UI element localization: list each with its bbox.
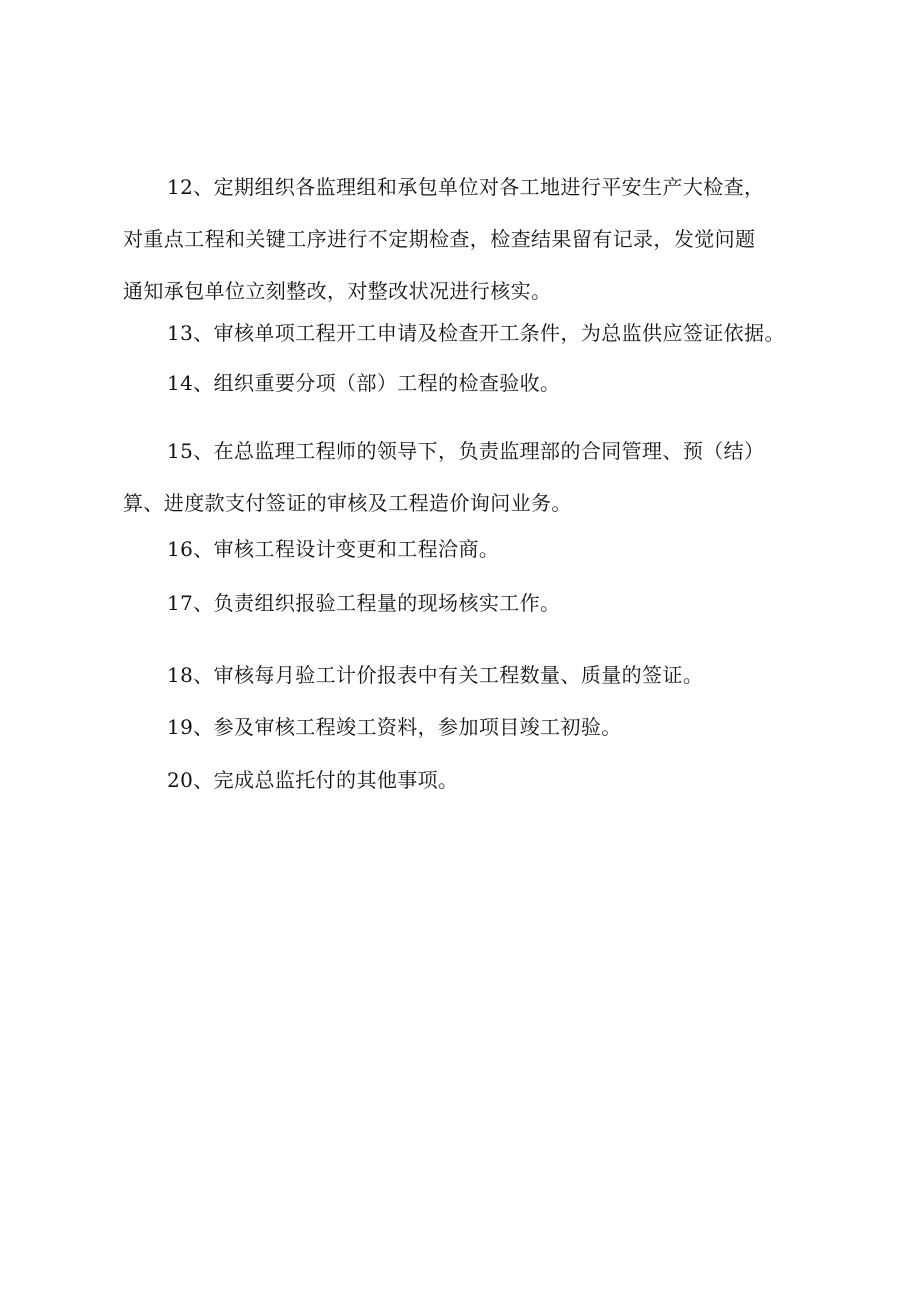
paragraph-item-19	[123, 701, 813, 753]
paragraph-line: 16、审核工程设计变更和工程洽商。	[167, 537, 500, 561]
paragraph-line: 14、组织重要分项（部）工程的检查验收。	[167, 371, 561, 395]
paragraph-line: 15、在总监理工程师的领导下，负责监理部的合同管理、预（结）	[167, 439, 765, 463]
paragraph-item-20	[123, 754, 813, 806]
paragraph-item-13	[123, 307, 813, 359]
paragraph-line: 19、参及审核工程竣工资料，参加项目竣工初验。	[167, 715, 622, 739]
paragraph-line: 12、定期组织各监理组和承包单位对各工地进行平安生产大检查，	[167, 175, 765, 199]
paragraph-item-12	[123, 161, 813, 317]
paragraph-line: 18、审核每月验工计价报表中有关工程数量、质量的签证。	[167, 663, 704, 687]
paragraph-line: 20、完成总监托付的其他事项。	[167, 768, 459, 792]
paragraph-item-18	[123, 649, 813, 701]
paragraph-line: 13、审核单项工程开工申请及检查开工条件，为总监供应签证依据。	[167, 321, 785, 345]
paragraph-item-17	[123, 577, 813, 629]
paragraph-line: 算、进度款支付签证的审核及工程造价询问业务。	[123, 491, 572, 515]
paragraph-item-14	[123, 357, 813, 409]
paragraph-line: 对重点工程和关键工序进行不定期检查，检查结果留有记录，发觉问题	[123, 227, 756, 251]
paragraph-item-16	[123, 523, 813, 575]
paragraph-item-15	[123, 425, 813, 529]
paragraph-line: 通知承包单位立刻整改，对整改状况进行核实。	[123, 279, 552, 303]
paragraph-line: 17、负责组织报验工程量的现场核实工作。	[167, 591, 561, 615]
